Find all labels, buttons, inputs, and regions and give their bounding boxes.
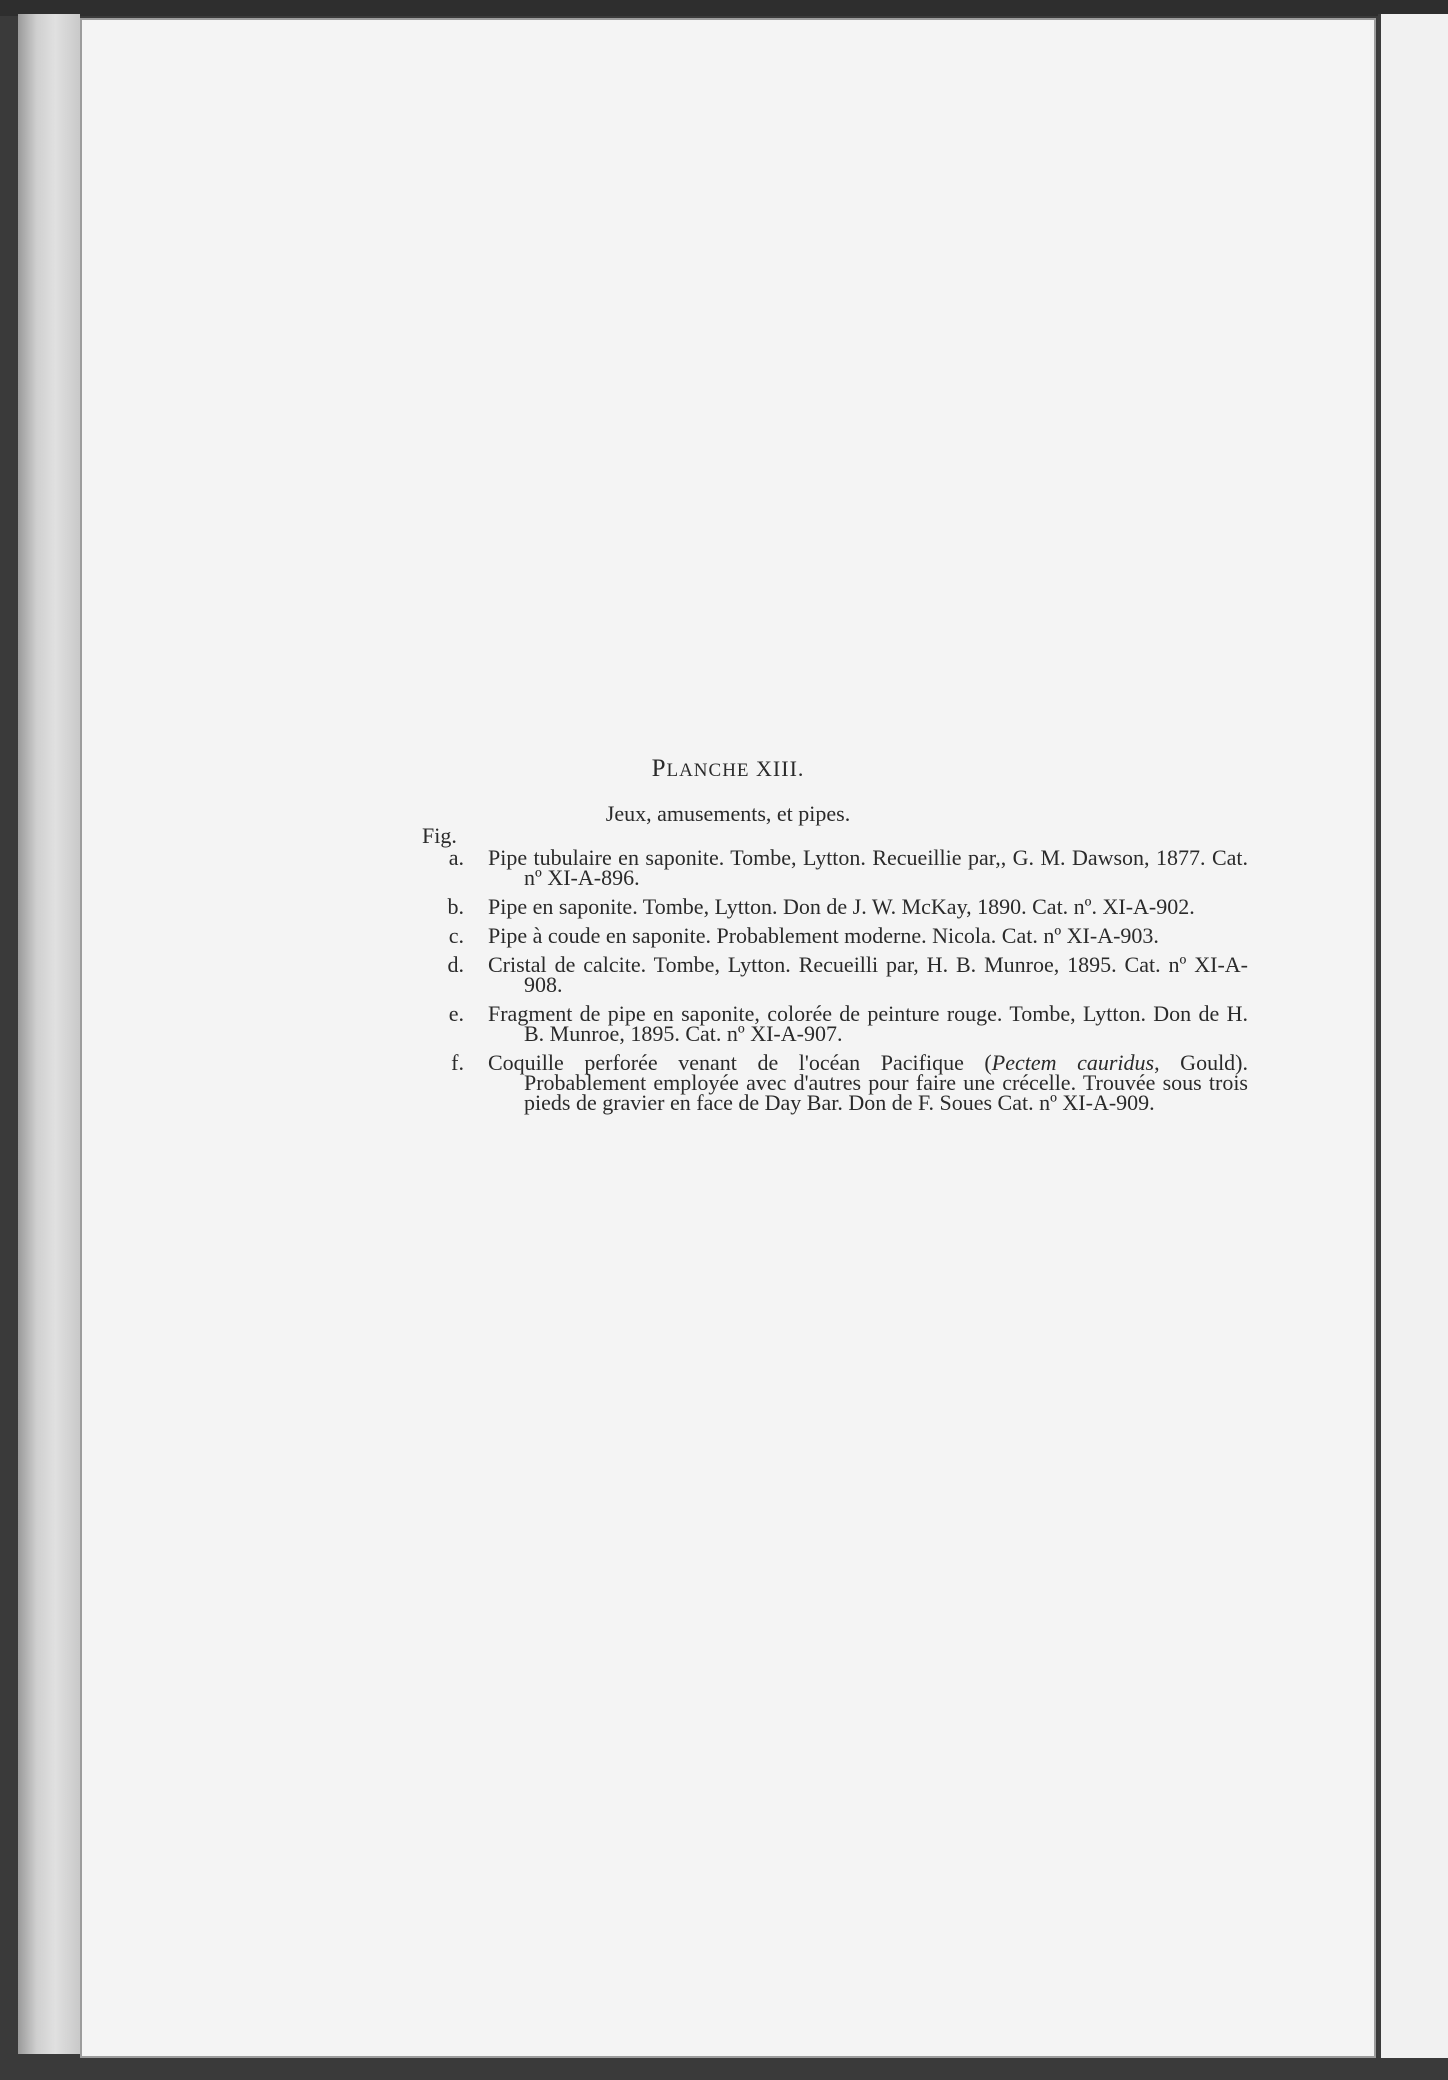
caption-entry-b (422, 894, 1248, 919)
species-name: Pectem cauridus (991, 1050, 1155, 1075)
caption-letter: f. (451, 1050, 464, 1075)
caption-list (422, 845, 1249, 1122)
caption-text: Coquille perforée venant de l'océan Pacifique (Pectem cauridus, Gould). Probablement employée avec d'autres pour faire une crécelle. Trouvée sous trois pieds de gravier en face de Day Bar. Don de F. Soues Cat. nº XI-A-909. (488, 1050, 1249, 1115)
caption-entry-a (422, 845, 1248, 890)
fig-label: Fig. (422, 823, 457, 848)
caption-entry-c (422, 923, 1248, 948)
caption-letter: d. (447, 952, 464, 977)
caption-letter: b. (447, 894, 464, 919)
scan-top-edge (0, 0, 1448, 16)
caption-text: Fragment de pipe en saponite, colorée de peinture rouge. Tombe, Lytton. Don de H. B. Munroe, 1895. Cat. nº XI-A-907. (488, 1001, 1248, 1046)
caption-entry-d (422, 952, 1248, 997)
caption-letter: e. (448, 1001, 464, 1026)
caption-letter: c. (448, 923, 464, 948)
caption-entry-f (422, 1050, 1249, 1115)
caption-text: Pipe en saponite. Tombe, Lytton. Don de J. W. McKay, 1890. Cat. nº. XI-A-902. (488, 894, 1195, 919)
caption-entry-e (422, 1001, 1248, 1046)
caption-letter: a. (448, 845, 464, 870)
plate-subtitle: Jeux, amusements, et pipes. (605, 801, 851, 826)
adjacent-page-edge (1378, 14, 1448, 2064)
book-page-edges (18, 14, 80, 2054)
caption-text: Pipe tubulaire en saponite. Tombe, Lytton. Recueillie par,, G. M. Dawson, 1877. Cat. nº XI-A-896. (488, 845, 1248, 890)
plate-title: PLANCHE XIII. (651, 755, 805, 782)
scan-bottom-edge (0, 2058, 1448, 2080)
book-page (80, 18, 1376, 2058)
caption-text: Pipe à coude en saponite. Probablement moderne. Nicola. Cat. nº XI-A-903. (488, 923, 1159, 948)
caption-text: Cristal de calcite. Tombe, Lytton. Recueilli par, H. B. Munroe, 1895. Cat. nº XI-A-908. (488, 952, 1248, 997)
